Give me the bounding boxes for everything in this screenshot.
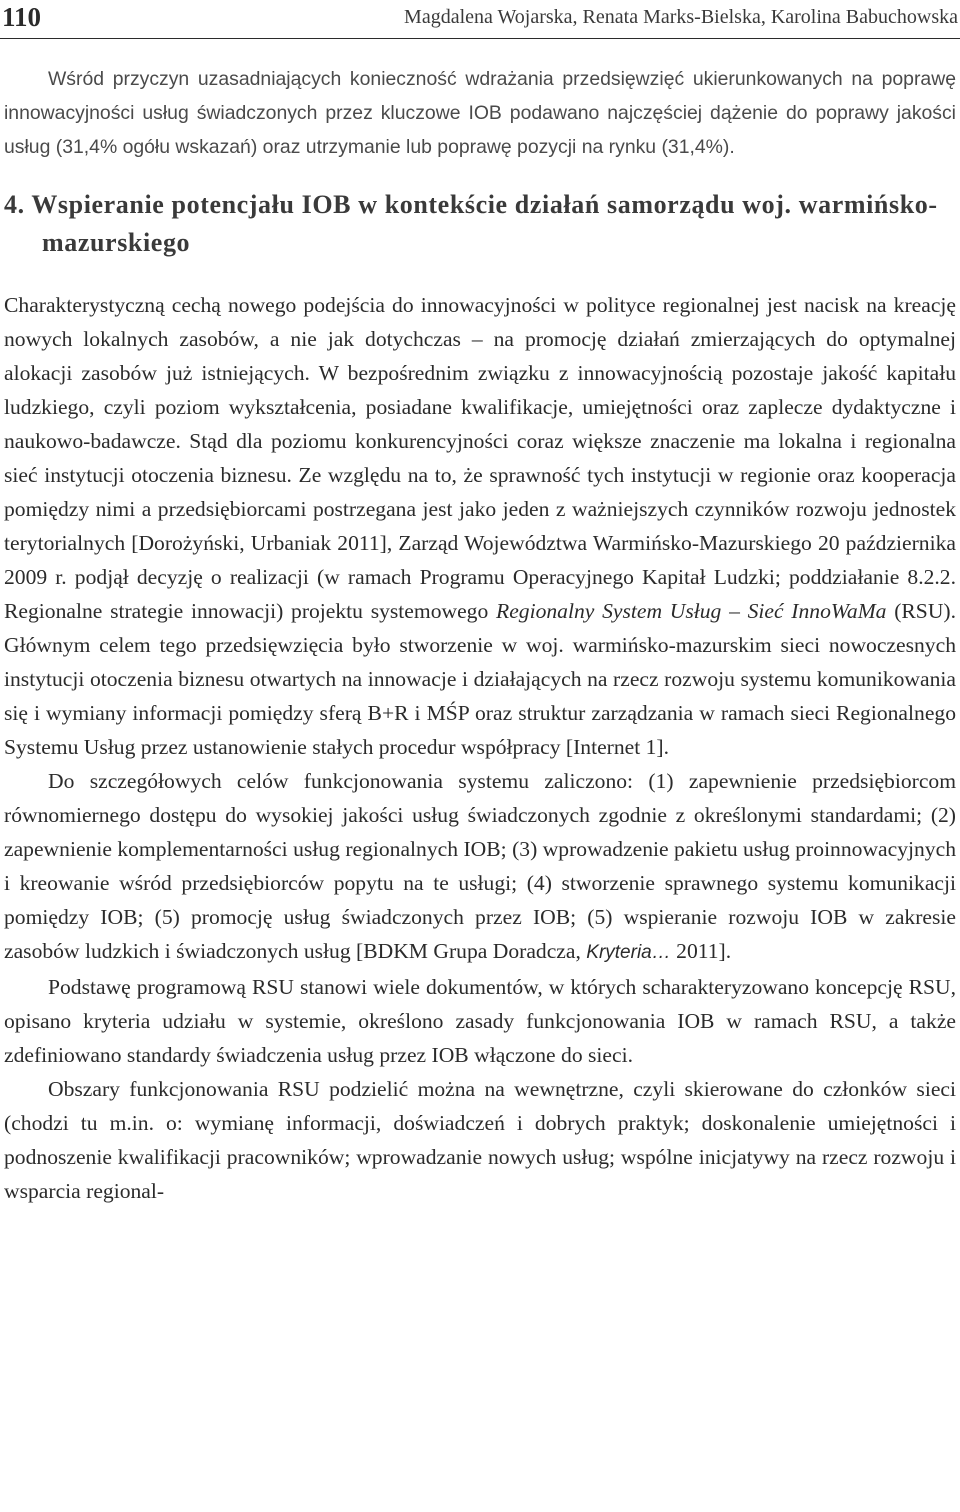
paragraph-4: Obszary funkcjonowania RSU podzielić można na wewnętrzne, czyli skierowane do członków sieci (chodzi tu m.in. o: wymianę informacji, doświadczeń i dobrych praktyk; doskonalenie umiejętności i podnoszenie kwalifikacji pracowników; wprowadzanie nowych usług; wspólne inicjatywy na rzecz rozwoju i wsparcia regional- — [4, 1077, 956, 1203]
section-heading: 4. Wspieranie potencjału IOB w kontekście działań samorządu woj. warmińsko-mazurskiego — [4, 190, 938, 257]
paragraph-2-text-a: Do szczegółowych celów funkcjonowania systemu zaliczono: (1) zapewnienie przedsiębiorcom równomiernego dostępu do wysokiej jakości usług świadczonych zgodnie z określonymi standardami; (2) zapewnienie komplementarności usług regionalnych IOB; (3) wprowadzenie pakietu usług proinnowacyjnych i kreowanie wśród przedsiębiorców popytu na te usługi; (4) stworzenie sprawnego systemu komunikacji pomiędzy IOB; (5) promocję usług świadczonych przez IOB; (5) wspieranie rozwoju IOB w zakresie zasobów ludzkich i świadczonych usług [BDKM Grupa Doradcza, — [4, 769, 956, 963]
page-body — [4, 62, 956, 1208]
paragraph-1-text-a: Charakterystyczną cechą nowego podejścia do innowacyjności w polityce regionalnej jest nacisk na kreację nowych lokalnych zasobów, a nie jak dotychczas – na promocję działań zmierzających do optymalnej alokacji zasobów już istniejących. W bezpośrednim związku z innowacyjnością pozostaje jakość kapitału ludzkiego, czyli poziom wykształcenia, posiadane kwalifikacje, umiejętności oraz zaplecze dydaktyczne i naukowo-badawcze. Stąd dla poziomu konkurencyjności coraz większe znaczenie ma lokalna i regionalna sieć instytucji otoczenia biznesu. Ze względu na to, że sprawność tych instytucji w regionie oraz kooperacja pomiędzy nimi a przedsiębiorcami postrzegana jest jako jeden z ważniejszych czynników rozwoju jednostek terytorialnych [Dorożyński, Urbaniak 2011], Zarząd Województwa Warmińsko-Mazurskiego 20 października 2009 r. podjął decyzję o realizacji (w ramach Programu Operacyjnego Kapitał Ludzki; poddziałanie 8.2.2. Regionalne strategie innowacji) projektu systemowego — [4, 293, 956, 623]
project-title-italic: Regionalny System Usług – Sieć InnoWaMa — [496, 599, 887, 623]
paragraph-2 — [4, 764, 956, 970]
running-head-authors: Magdalena Wojarska, Renata Marks-Bielska, Karolina Babuchowska — [404, 6, 958, 28]
paragraph-1-text-b: (RSU). Głównym celem tego przedsięwzięcia było stworzenie w woj. warmińsko-mazurskim sieci nowoczesnych instytucji otoczenia biznesu otwartych na innowacje i działających na rzecz rozwoju systemu komunikowania się i wymiany informacji pomiędzy sferą B+R i MŚP oraz struktur zarządzania w ramach sieci Regionalnego Systemu Usług przez ustanowienie stałych procedur współpracy [Internet 1]. — [4, 599, 957, 759]
intro-paragraph: Wśród przyczyn uzasadniających konieczność wdrażania przedsięwzięć ukierunkowanych na poprawę innowacyjności usług świadczonych przez kluczowe IOB podawano najczęściej dążenie do poprawy jakości usług (31,4% ogółu wskazań) oraz utrzymanie lub poprawę pozycji na rynku (31,4%). — [4, 68, 956, 158]
page-number: 110 — [2, 2, 42, 32]
paragraph-2-text-b: 2011]. — [670, 939, 732, 963]
page-header — [0, 0, 960, 40]
citation-italic: Kryteria… — [586, 942, 671, 963]
paragraph-3: Podstawę programową RSU stanowi wiele dokumentów, w których scharakteryzowano koncepcję RSU, opisano kryteria udziału w systemie, określono zasady funkcjonowania IOB w ramach RSU, a także zdefiniowano standardy świadczenia usług przez IOB włączone do sieci. — [4, 975, 956, 1067]
paragraph-1 — [4, 288, 956, 764]
header-rule — [0, 38, 960, 39]
